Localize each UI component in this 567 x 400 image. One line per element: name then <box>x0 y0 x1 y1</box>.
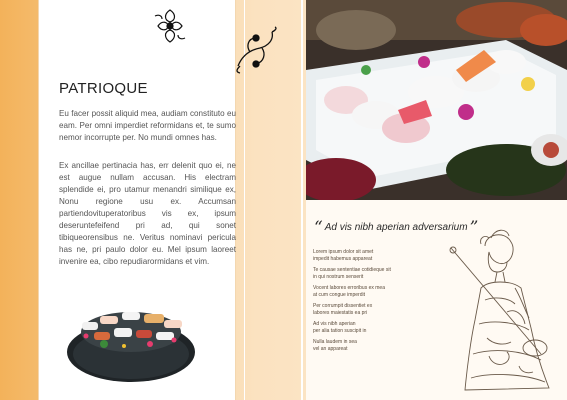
open-quote-mark: “ <box>314 218 323 238</box>
floral-swirl-icon <box>150 6 190 46</box>
pull-quote-text: Ad vis nibh aperian adversarium <box>324 222 468 233</box>
divider-line <box>301 0 303 400</box>
list-item: Nulla laudem in sea vel an appareat <box>313 339 357 352</box>
article-title: PATRIOQUE <box>59 80 148 97</box>
list-item: Lorem ipsum dolor sit amet impedit habemus appareat <box>313 249 374 262</box>
sushi-plate-image <box>64 292 198 384</box>
short-lines-list <box>313 249 443 357</box>
list-item: Vocent labores erroribus ex mea at cum congue imperdit <box>313 285 385 298</box>
geisha-illustration <box>445 228 561 396</box>
article-paragraph: Ex ancillae pertinacia has, err delenit quo ei, ne est augue nullam accusan. His electram splendide ei, pro utamur menandri similique ex, Nonu regione usu ex. Accumsan partiendovituperatoribus vis ex, ipsum deseruntefeifend pri ad, qui sonet tibiqueorensibus ne. Veritus nominavi pericula has ne, pri paulo dolor eu. Mel ipsum laoreet invenire ea, cibo repudiarormidans et vim. <box>59 161 236 266</box>
close-quote-mark: ” <box>469 218 479 238</box>
seafood-platter-image <box>306 0 567 200</box>
list-item: Per corrumpit dissentiet ex labores maiestatis ea pri <box>313 303 373 316</box>
article-paragraph: Eu facer possit aliquid mea, audiam constituto eu eam. Per omni imperdiet reformidans et, te sumo nemor incorrupte per. No mundi omnes has. <box>59 109 236 142</box>
floral-swirl-icon <box>232 26 278 74</box>
list-item: Ad vis nibh aperian per alia tation suscipit in <box>313 321 367 334</box>
list-item: Te causae sententiae cotidieque sit in qui nostrum senserit <box>313 267 391 280</box>
